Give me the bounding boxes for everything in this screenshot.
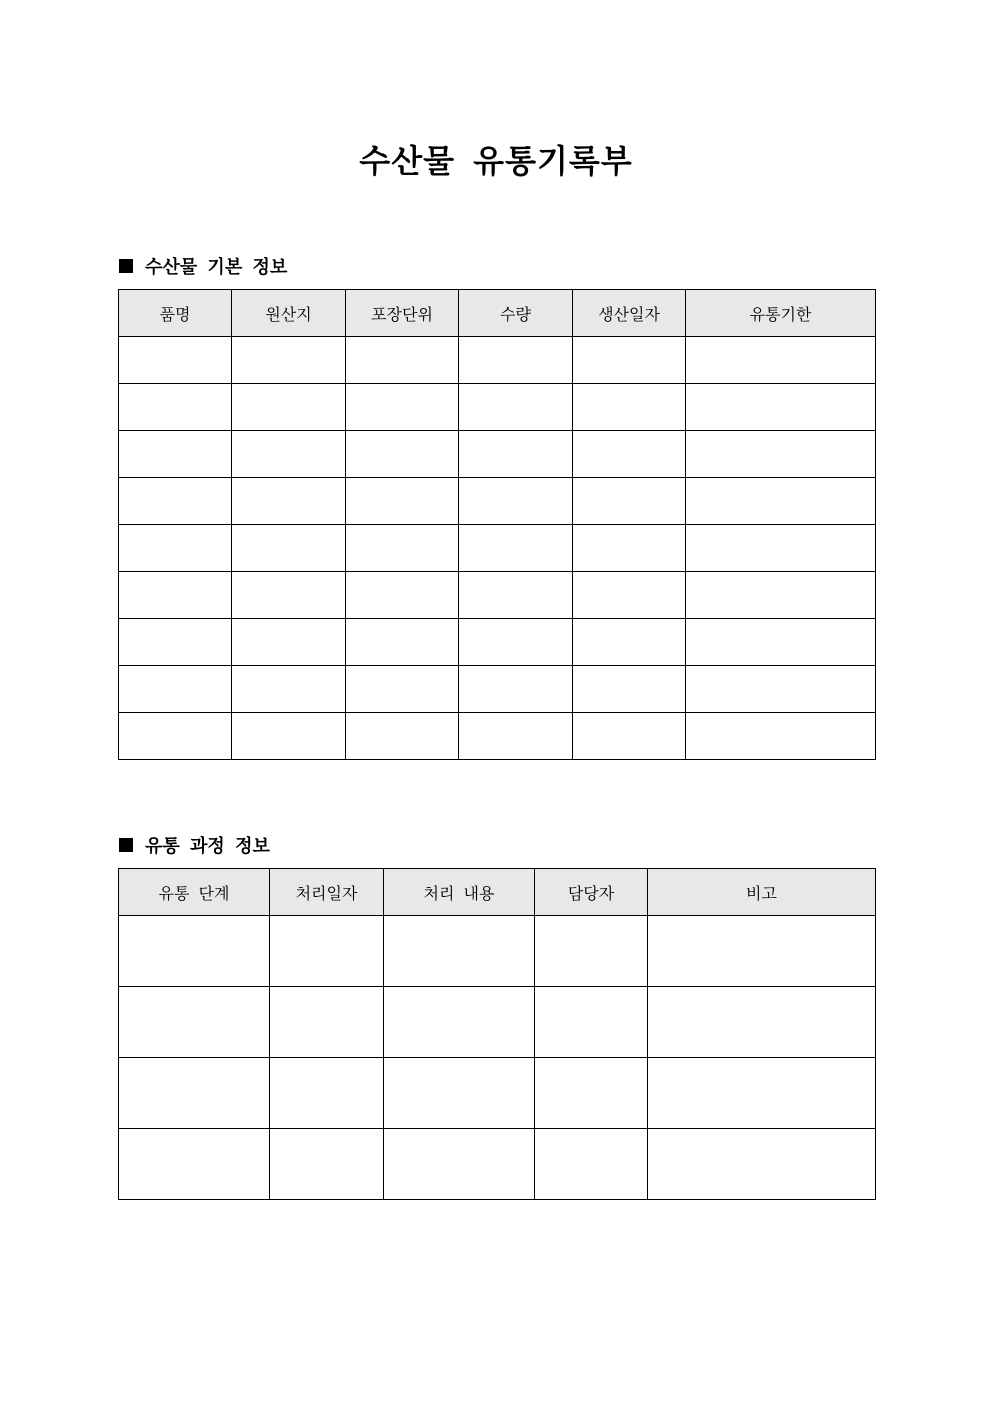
table-cell[interactable] xyxy=(384,987,535,1058)
table-row xyxy=(119,337,876,384)
table-cell[interactable] xyxy=(648,987,876,1058)
table-cell[interactable] xyxy=(119,478,232,525)
section-heading-label: 유통 과정 정보 xyxy=(145,836,270,857)
table-row xyxy=(119,384,876,431)
table-row xyxy=(119,987,876,1058)
column-header-item-name: 품명 xyxy=(119,290,232,337)
column-header-remarks: 비고 xyxy=(648,869,876,916)
column-header-person-in-charge: 담당자 xyxy=(535,869,648,916)
table-cell[interactable] xyxy=(346,384,459,431)
table-cell[interactable] xyxy=(232,619,346,666)
table-cell[interactable] xyxy=(346,478,459,525)
column-header-process-date: 처리일자 xyxy=(270,869,384,916)
table-cell[interactable] xyxy=(686,666,876,713)
section-heading-basic-info xyxy=(119,253,287,279)
table-cell[interactable] xyxy=(686,572,876,619)
table-cell[interactable] xyxy=(119,713,232,760)
table-cell[interactable] xyxy=(686,525,876,572)
table-row xyxy=(119,619,876,666)
table-cell[interactable] xyxy=(232,525,346,572)
table-cell[interactable] xyxy=(232,431,346,478)
table-cell[interactable] xyxy=(459,572,573,619)
table-cell[interactable] xyxy=(232,666,346,713)
table-cell[interactable] xyxy=(686,478,876,525)
table-cell[interactable] xyxy=(648,1058,876,1129)
table-cell[interactable] xyxy=(346,572,459,619)
table-cell[interactable] xyxy=(459,666,573,713)
document-title: 수산물 유통기록부 xyxy=(359,142,633,180)
table-cell[interactable] xyxy=(459,384,573,431)
table-row xyxy=(119,431,876,478)
table-cell[interactable] xyxy=(270,1058,384,1129)
table-cell[interactable] xyxy=(346,619,459,666)
table-cell[interactable] xyxy=(119,1058,270,1129)
column-header-stage: 유통 단계 xyxy=(119,869,270,916)
section-heading-label: 수산물 기본 정보 xyxy=(145,257,288,278)
table-cell[interactable] xyxy=(573,666,686,713)
table-cell[interactable] xyxy=(459,478,573,525)
column-header-production-date: 생산일자 xyxy=(573,290,686,337)
table-cell[interactable] xyxy=(459,713,573,760)
table-cell[interactable] xyxy=(573,713,686,760)
table-header-row xyxy=(119,290,876,337)
table-cell[interactable] xyxy=(346,431,459,478)
table-cell[interactable] xyxy=(535,1058,648,1129)
table-cell[interactable] xyxy=(384,1129,535,1200)
table-cell[interactable] xyxy=(535,916,648,987)
table-cell[interactable] xyxy=(686,431,876,478)
table-cell[interactable] xyxy=(119,572,232,619)
table-cell[interactable] xyxy=(573,619,686,666)
table-row xyxy=(119,666,876,713)
column-header-process-content: 처리 내용 xyxy=(384,869,535,916)
basic-info-table-body xyxy=(119,337,876,760)
table-cell[interactable] xyxy=(346,666,459,713)
table-row xyxy=(119,1129,876,1200)
table-cell[interactable] xyxy=(232,572,346,619)
table-cell[interactable] xyxy=(119,666,232,713)
table-cell[interactable] xyxy=(346,525,459,572)
table-cell[interactable] xyxy=(232,478,346,525)
table-row xyxy=(119,525,876,572)
table-cell[interactable] xyxy=(384,1058,535,1129)
table-cell[interactable] xyxy=(535,1129,648,1200)
table-cell[interactable] xyxy=(459,337,573,384)
table-cell[interactable] xyxy=(648,1129,876,1200)
table-cell[interactable] xyxy=(119,1129,270,1200)
table-cell[interactable] xyxy=(573,431,686,478)
table-cell[interactable] xyxy=(346,337,459,384)
basic-info-table xyxy=(118,289,876,760)
table-row xyxy=(119,713,876,760)
table-cell[interactable] xyxy=(686,337,876,384)
table-header-row xyxy=(119,869,876,916)
table-cell[interactable] xyxy=(459,431,573,478)
table-cell[interactable] xyxy=(686,713,876,760)
table-row xyxy=(119,572,876,619)
table-row xyxy=(119,916,876,987)
table-cell[interactable] xyxy=(232,713,346,760)
process-info-table-body xyxy=(119,916,876,1200)
table-cell[interactable] xyxy=(232,337,346,384)
table-cell[interactable] xyxy=(270,1129,384,1200)
table-cell[interactable] xyxy=(119,619,232,666)
table-cell[interactable] xyxy=(119,987,270,1058)
table-cell[interactable] xyxy=(384,916,535,987)
table-cell[interactable] xyxy=(119,525,232,572)
table-cell[interactable] xyxy=(232,384,346,431)
square-bullet-icon xyxy=(119,259,133,273)
table-row xyxy=(119,478,876,525)
column-header-origin: 원산지 xyxy=(232,290,346,337)
table-cell[interactable] xyxy=(119,916,270,987)
table-cell[interactable] xyxy=(686,619,876,666)
table-cell[interactable] xyxy=(270,916,384,987)
table-cell[interactable] xyxy=(648,916,876,987)
column-header-expiry-date: 유통기한 xyxy=(686,290,876,337)
table-cell[interactable] xyxy=(346,713,459,760)
table-cell[interactable] xyxy=(573,572,686,619)
section-heading-process-info xyxy=(119,832,270,858)
column-header-package-unit: 포장단위 xyxy=(346,290,459,337)
table-cell[interactable] xyxy=(686,384,876,431)
table-cell[interactable] xyxy=(573,525,686,572)
table-row xyxy=(119,1058,876,1129)
table-cell[interactable] xyxy=(573,478,686,525)
table-cell[interactable] xyxy=(459,619,573,666)
table-cell[interactable] xyxy=(119,384,232,431)
table-cell[interactable] xyxy=(573,384,686,431)
square-bullet-icon xyxy=(119,838,133,852)
table-cell[interactable] xyxy=(573,337,686,384)
table-cell[interactable] xyxy=(270,987,384,1058)
table-cell[interactable] xyxy=(119,431,232,478)
column-header-quantity: 수량 xyxy=(459,290,573,337)
table-cell[interactable] xyxy=(119,337,232,384)
table-cell[interactable] xyxy=(459,525,573,572)
process-info-table xyxy=(118,868,876,1200)
table-cell[interactable] xyxy=(535,987,648,1058)
